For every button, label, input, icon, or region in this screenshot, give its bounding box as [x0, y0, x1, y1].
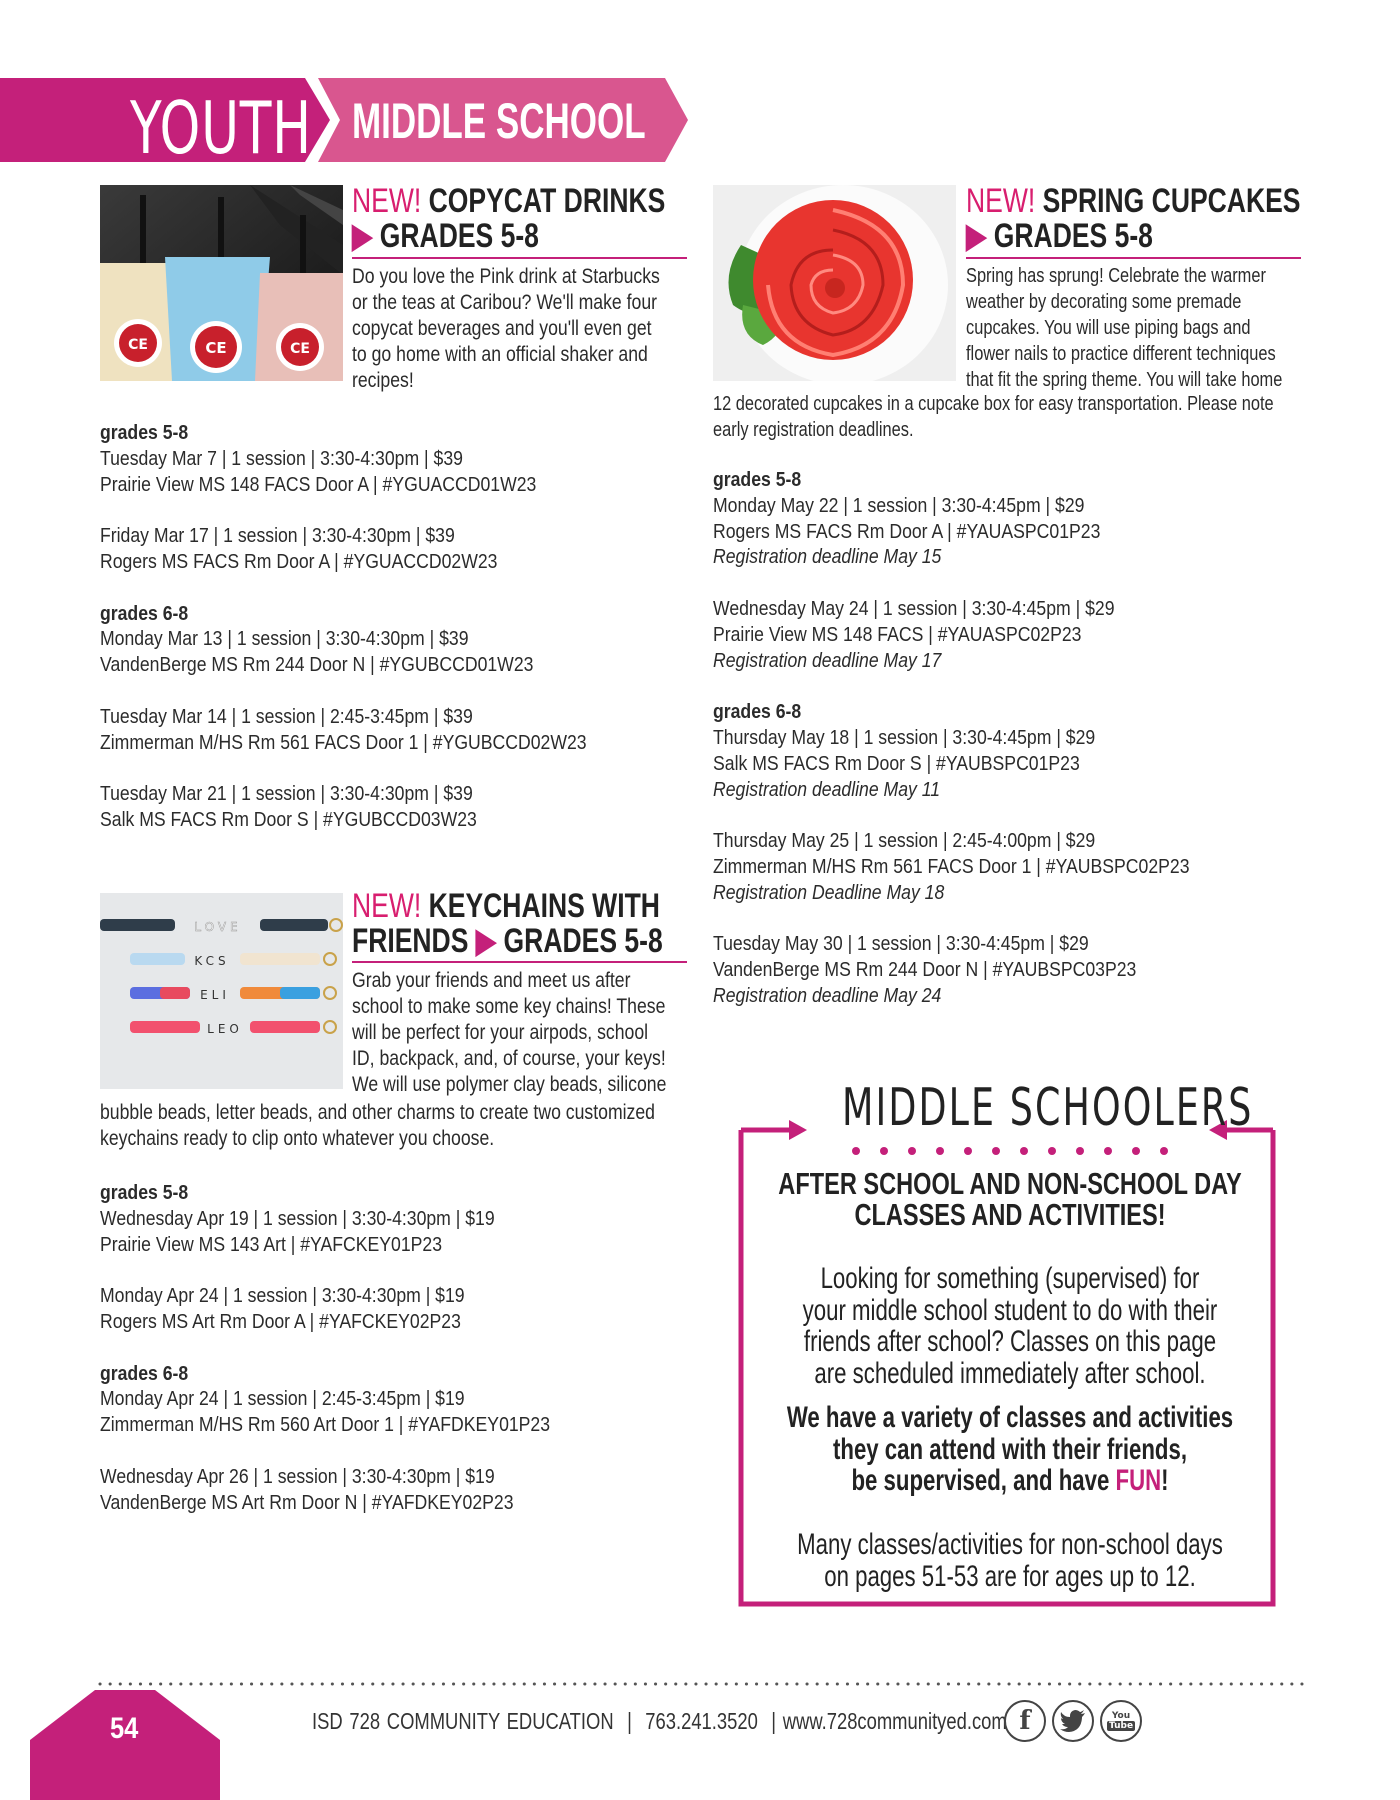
session-block: Tuesday Mar 21 | 1 session | 3:30-4:30pm | $39 Salk MS FACS Rm Door S | #YGUBCCD03W23: [100, 782, 477, 831]
section-banner: [0, 78, 688, 170]
copycat-description: Do you love the Pink drink at Starbucks or the teas at Caribou? We'll make four copycat beverages and you'll even get to go home with an official shaker and recipes!: [352, 265, 660, 392]
session-block: grades 5-8 Wednesday Apr 19 | 1 session | 3:30-4:30pm | $19 Prairie View MS 143 Art | #YAFCKEY01P23: [100, 1181, 495, 1256]
bead-letters: KCS: [194, 954, 230, 968]
keychains-photo: [100, 893, 343, 1089]
cupcakes-description: Spring has sprung! Celebrate the warmer weather by decorating some premade cupcakes. You will use piping bags and flower nails to practice different techniques that fit the spring theme. You will take home: [966, 264, 1283, 391]
session-block: grades 6-8 Monday Mar 13 | 1 session | 3:30-4:30pm | $39 VandenBerge MS Rm 244 Door N | #YGUBCCD01W23: [100, 601, 534, 677]
youtube-icon[interactable]: You Tube: [1100, 1700, 1142, 1742]
dotted-divider: [852, 1145, 1172, 1157]
page-number: 54: [110, 1712, 139, 1745]
title-rule: [352, 961, 687, 963]
footer-dotted-rule: [98, 1680, 1308, 1688]
session-block: grades 6-8 Thursday May 18 | 1 session | 3:30-4:45pm | $29 Salk MS FACS Rm Door S | #YAUBSPC01P23 Registration deadline May 11: [713, 700, 1096, 801]
callout-title: MIDDLE SCHOOLERS: [842, 1078, 1254, 1138]
session-block: grades 5-8 Tuesday Mar 7 | 1 session | 3:30-4:30pm | $39 Prairie View MS 148 FACS Door A | #YGUACCD01W23: [100, 421, 537, 496]
twitter-icon[interactable]: [1052, 1700, 1094, 1742]
keychains-description: Grab your friends and meet us after school to make some key chains! These will be perfect for your airpods, school ID, backpack, and, of course, your keys! We will use polymer clay beads, silicone: [352, 969, 667, 1096]
callout-paragraph: Looking for something (supervised) for your middle school student to do with their friends after school? Classes on this page are scheduled immediately after school.: [802, 1262, 1218, 1390]
session-block: Thursday May 25 | 1 session | 2:45-4:00pm | $29 Zimmerman M/HS Rm 561 FACS Door 1 | #YAUBSPC02P23 Registration Deadline May 18: [713, 829, 1190, 904]
callout-heading: AFTER SCHOOL AND NON-SCHOOL DAY CLASSES AND ACTIVITIES!: [778, 1166, 1242, 1232]
keychains-description-wide: bubble beads, letter beads, and other charms to create two customized keychains ready to clip onto whatever you choose.: [100, 1101, 656, 1150]
facebook-icon[interactable]: f: [1004, 1700, 1046, 1742]
copycat-sessions: [100, 420, 587, 859]
session-block: Tuesday May 30 | 1 session | 3:30-4:45pm | $29 VandenBerge MS Rm 244 Door N | #YAUBSPC03P23 Registration deadline May 24: [713, 932, 1137, 1007]
cupcakes-sessions: [713, 467, 1190, 1035]
new-label: NEW!: [966, 182, 1036, 220]
session-block: Tuesday Mar 14 | 1 session | 2:45-3:45pm | $39 Zimmerman M/HS Rm 561 FACS Door 1 | #YGUBCCD02W23: [100, 704, 587, 754]
subsection-title: MIDDLE SCHOOL: [352, 93, 646, 149]
cup-logo: CE: [290, 341, 310, 357]
arrow-icon: ▶: [475, 922, 497, 960]
arrow-icon: ▶: [352, 217, 373, 255]
session-block: grades 6-8 Monday Apr 24 | 1 session | 2:45-3:45pm | $19 Zimmerman M/HS Rm 560 Art Door 1 | #YAFDKEY01P23: [100, 1361, 551, 1437]
cup-logo: CE: [128, 337, 148, 353]
footer-contact: ISD 728 COMMUNITY EDUCATION | 763.241.3520 | www.728communityed.com: [312, 1708, 1007, 1734]
copycat-title: NEW! COPYCAT DRINKS ▶ GRADES 5-8: [352, 182, 666, 255]
callout-note: Many classes/activities for non-school days on pages 51-53 are for ages up to 12.: [797, 1528, 1223, 1593]
org-name: ISD 728 COMMUNITY EDUCATION: [312, 1708, 614, 1734]
section-title: YOUTH: [130, 86, 312, 170]
arrow-icon: ▶: [966, 217, 987, 255]
session-block: Friday Mar 17 | 1 session | 3:30-4:30pm | $39 Rogers MS FACS Rm Door A | #YGUACCD02W23: [100, 524, 498, 573]
bead-letters: LEO: [207, 1022, 243, 1036]
keychains-sessions: [100, 1180, 550, 1541]
new-label: NEW!: [352, 182, 422, 220]
copycat-drinks-photo: [100, 185, 343, 381]
arrow-right-icon: [789, 1120, 807, 1140]
bead-letters: LOVE: [194, 920, 242, 934]
session-block: Monday Apr 24 | 1 session | 3:30-4:30pm | $19 Rogers MS Art Rm Door A | #YAFCKEY02P23: [100, 1284, 465, 1333]
title-rule: [352, 257, 687, 259]
session-block: grades 5-8 Monday May 22 | 1 session | 3:30-4:45pm | $29 Rogers MS FACS Rm Door A | #YAUASPC01P23 Registration deadline May 15: [713, 468, 1101, 569]
fun-word: FUN: [1115, 1464, 1162, 1497]
cupcakes-description-wide: 12 decorated cupcakes in a cupcake box for easy transportation. Please note early registration deadlines.: [713, 392, 1274, 441]
session-block: Wednesday May 24 | 1 session | 3:30-4:45pm | $29 Prairie View MS 148 FACS | #YAUASPC02P23 Registration deadline May 17: [713, 596, 1115, 672]
title-rule: [966, 257, 1301, 259]
new-label: NEW!: [352, 887, 422, 925]
cupcakes-title: NEW! SPRING CUPCAKES ▶ GRADES 5-8: [966, 182, 1301, 255]
cup-logo: CE: [205, 339, 227, 357]
session-block: Wednesday Apr 26 | 1 session | 3:30-4:30pm | $19 VandenBerge MS Art Rm Door N | #YAFDKEY02P23: [100, 1464, 514, 1514]
callout-highlight: We have a variety of classes and activities they can attend with their friends, be supervised, and have FUN!: [786, 1401, 1234, 1497]
website-link[interactable]: www.728communityed.com: [782, 1708, 1007, 1734]
keychains-title: NEW! KEYCHAINS WITH FRIENDS ▶ GRADES 5-8: [352, 887, 663, 960]
bead-letters: ELI: [200, 988, 230, 1002]
cupcake-photo: [713, 185, 956, 381]
phone-number: 763.241.3520: [645, 1708, 758, 1734]
